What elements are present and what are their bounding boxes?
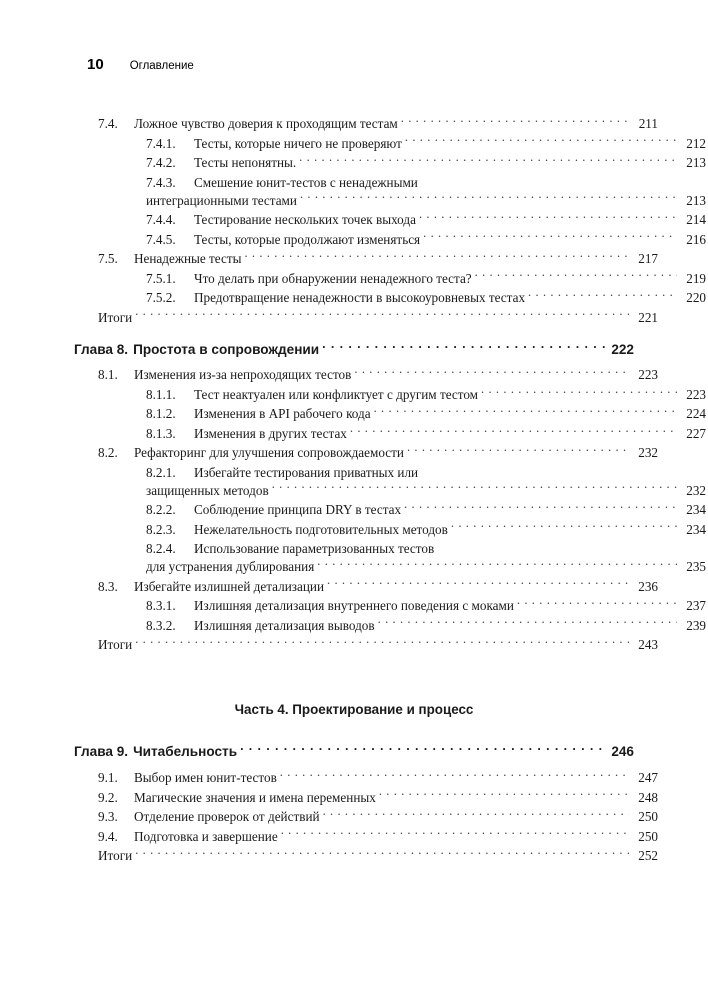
toc-entry-label: Тест неактуален или конфликтует с другим тестом — [194, 386, 479, 402]
toc-entry-label: Ложное чувство доверия к проходящим тестам — [134, 116, 398, 132]
toc-entry-number: 7.4.5. — [146, 231, 176, 247]
toc-chapter-entry[interactable] — [74, 743, 634, 762]
toc-entry-label: Тесты непонятны. — [194, 155, 297, 171]
toc-entry-number: 7.4.1. — [146, 135, 176, 151]
toc-entry-page: 250 — [638, 828, 658, 844]
toc-leader-dots — [244, 250, 629, 263]
toc-entry-label: Читабельность — [133, 744, 238, 760]
toc-leader-dots — [374, 405, 677, 418]
toc-entry-label: Тесты, которые ничего не проверяют — [194, 135, 402, 151]
toc-entry-label: Излишняя детализация внутреннего поведения с моками — [194, 598, 514, 614]
toc-chapter-entry[interactable] — [74, 340, 634, 359]
toc-summary-entry[interactable] — [74, 847, 658, 865]
toc-entry-number: 8.1.3. — [146, 425, 176, 441]
toc-entry-page: 250 — [638, 809, 658, 824]
toc-entry-label-cont: интеграционными тестами — [146, 192, 297, 208]
toc-entry-number: 7.4.4. — [146, 212, 176, 227]
toc-entry-number: 7.5.2. — [146, 290, 176, 305]
toc-entry-label: Выбор имен юнит-тестов — [134, 770, 277, 785]
toc-leader-dots — [475, 269, 677, 282]
toc-entry-number: 7.4.3. — [146, 174, 176, 190]
toc-leader-dots — [404, 501, 677, 514]
toc-entry-page: 219 — [686, 270, 706, 286]
toc-entry-label: Простота в сопровождении — [133, 341, 320, 357]
toc-entry-label: Нежелательность подготовительных методов — [194, 521, 448, 537]
toc-leader-dots — [322, 340, 605, 354]
toc-leader-dots — [379, 788, 629, 801]
toc-entry-label-cont: для устранения дублирования — [146, 559, 315, 575]
toc-summary-entry[interactable] — [74, 636, 658, 654]
toc-leader-dots — [419, 211, 677, 224]
toc-leader-dots — [135, 308, 629, 321]
toc-entry[interactable] — [74, 230, 706, 248]
toc-entry-label: Излишняя детализация выводов — [194, 617, 375, 633]
toc-entry-page: 235 — [686, 559, 706, 575]
toc-entry[interactable] — [74, 386, 706, 404]
toc-entry-label: Магические значения и имена переменных — [134, 789, 376, 805]
toc-entry-label: Смешение юнит-тестов с ненадежными — [194, 174, 418, 190]
toc-entry-number: Глава 9. — [74, 744, 129, 760]
toc-entry[interactable] — [74, 211, 706, 229]
toc-entry[interactable] — [74, 827, 658, 845]
toc-entry-page: 247 — [638, 770, 658, 785]
toc-entry-label-cont: защищенных методов — [146, 482, 269, 498]
toc-entry-page: 232 — [638, 445, 658, 461]
toc-entry-label: Ненадежные тесты — [134, 251, 242, 266]
toc-entry-number: 8.1.1. — [146, 386, 176, 402]
toc-entry[interactable] — [74, 366, 658, 384]
toc-leader-dots — [135, 847, 629, 860]
toc-leader-dots — [317, 558, 677, 571]
toc-entry-number: 8.2.3. — [146, 521, 176, 537]
toc-entry-number: 8.2.1. — [146, 464, 176, 480]
toc-entry-label: Предотвращение ненадежности в высокоуровневых тестах — [194, 290, 526, 305]
toc-entry-label: Тесты, которые продолжают изменяться — [194, 231, 421, 247]
toc-leader-dots — [280, 769, 629, 782]
toc-entry[interactable] — [74, 115, 658, 133]
toc-entry[interactable] — [74, 174, 706, 210]
toc-entry[interactable] — [74, 154, 706, 172]
toc-entry-number: 7.5. — [98, 251, 118, 266]
toc-entry-page: 234 — [686, 502, 706, 518]
toc-entry-label: Итоги — [98, 637, 133, 653]
toc-entry-page: 248 — [638, 789, 658, 805]
toc-entry-page: 252 — [638, 848, 658, 863]
toc-entry-page: 223 — [686, 386, 706, 402]
toc-entry-number: 8.2. — [98, 445, 118, 461]
toc-summary-entry[interactable] — [74, 308, 658, 326]
toc-entry[interactable] — [74, 135, 706, 153]
toc-leader-dots — [327, 577, 629, 590]
toc-leader-dots — [451, 521, 677, 534]
toc-entry[interactable] — [74, 521, 706, 539]
toc-entry-page: 214 — [686, 212, 706, 227]
toc-entry-number: 9.2. — [98, 789, 118, 805]
toc-entry-number: 8.3. — [98, 578, 118, 594]
toc-entry-number: 8.1. — [98, 367, 118, 383]
toc-entry-page: 216 — [686, 231, 706, 247]
toc-entry-page: 213 — [686, 155, 706, 171]
toc-entry-label: Итоги — [98, 309, 133, 325]
toc-entry-label: Соблюдение принципа DRY в тестах — [194, 502, 402, 518]
toc-entry[interactable] — [74, 769, 658, 787]
toc-entry-page: 223 — [638, 367, 658, 383]
toc-entry-label: Изменения в API рабочего кода — [194, 406, 371, 422]
toc-entry-page: 212 — [686, 135, 706, 151]
toc-leader-dots — [354, 366, 629, 379]
toc-leader-dots — [299, 154, 677, 167]
part-heading: Часть 4. Проектирование и процесс — [234, 701, 474, 717]
toc-entry[interactable] — [74, 788, 658, 806]
toc-entry-number: 8.2.2. — [146, 502, 176, 518]
toc-entry-number: 7.4.2. — [146, 155, 176, 171]
toc-entry-label: Избегайте тестирования приватных или — [194, 464, 419, 480]
toc-entry-number: 8.3.1. — [146, 598, 176, 614]
toc-entry-label: Рефакторинг для улучшения сопровождаемости — [134, 445, 404, 461]
toc-entry-label: Подготовка и завершение — [134, 828, 278, 844]
toc-entry-label: Использование параметризованных тестов — [194, 541, 435, 557]
toc-entry-number: 8.3.2. — [146, 617, 176, 633]
toc-entry-page: 224 — [686, 406, 706, 422]
toc-entry-number: 8.1.2. — [146, 406, 176, 422]
toc-entry-number: 7.5.1. — [146, 270, 176, 286]
toc-entry-page: 237 — [686, 598, 706, 614]
toc-entry-label: Изменения из-за непроходящих тестов — [134, 367, 352, 383]
toc-leader-dots — [423, 230, 677, 243]
toc-leader-dots — [323, 808, 629, 821]
page-number: 10 — [87, 56, 104, 73]
running-head — [87, 56, 634, 73]
toc-entry[interactable] — [74, 577, 658, 595]
toc-entry[interactable] — [74, 444, 658, 462]
toc-leader-dots — [481, 386, 677, 399]
toc-leader-dots — [135, 636, 629, 649]
toc-leader-dots — [378, 616, 677, 629]
toc-entry-label: Итоги — [98, 848, 133, 863]
toc-entry-page: 213 — [686, 192, 706, 208]
toc-entry-page: 227 — [686, 425, 706, 441]
toc-leader-dots — [272, 482, 677, 495]
toc-entry[interactable] — [74, 250, 658, 268]
toc-entry-number: 7.4. — [98, 116, 118, 132]
toc-leader-dots — [407, 444, 629, 457]
toc-entry-page: 236 — [638, 578, 658, 594]
toc-entry-page: 221 — [638, 309, 658, 325]
toc-leader-dots — [281, 827, 629, 840]
toc-entry[interactable] — [74, 808, 658, 826]
toc-entry-page: 234 — [686, 521, 706, 537]
toc-leader-dots — [401, 115, 629, 128]
toc-entry-page: 239 — [686, 617, 706, 633]
toc-entry-label: Что делать при обнаружении ненадежного теста? — [194, 270, 472, 286]
toc-entry[interactable] — [74, 464, 706, 500]
toc-leader-dots — [517, 597, 677, 610]
toc-entry[interactable] — [74, 425, 706, 443]
toc-entry[interactable] — [74, 597, 706, 615]
toc-entry-number: Глава 8. — [74, 341, 129, 357]
toc-entry-number: 9.1. — [98, 770, 118, 785]
toc-entry[interactable] — [74, 501, 706, 519]
toc-entry[interactable] — [74, 405, 706, 423]
toc-leader-dots — [405, 135, 677, 148]
toc-entry-label: Тестирование нескольких точек выхода — [194, 212, 416, 227]
toc-entry-page: 220 — [686, 290, 706, 305]
toc-entry-page: 211 — [638, 116, 658, 132]
toc-leader-dots — [528, 289, 677, 302]
toc-entry-page: 243 — [638, 637, 658, 653]
table-of-contents — [74, 115, 706, 865]
toc-entry[interactable] — [74, 289, 706, 307]
toc-entry-label: Отделение проверок от действий — [134, 809, 320, 824]
toc-entry-number: 8.2.4. — [146, 541, 176, 557]
toc-entry-label: Избегайте излишней детализации — [134, 578, 325, 594]
running-head-title: Оглавление — [129, 60, 194, 72]
toc-entry-page: 232 — [686, 482, 706, 498]
toc-entry-number: 9.4. — [98, 828, 118, 844]
toc-entry[interactable] — [74, 540, 706, 576]
toc-entry-page: 246 — [611, 744, 634, 760]
toc-entry[interactable] — [74, 269, 706, 287]
toc-entry[interactable] — [74, 616, 706, 634]
toc-leader-dots — [350, 425, 677, 438]
toc-leader-dots — [240, 743, 605, 757]
toc-entry-label: Изменения в других тестах — [194, 425, 347, 441]
toc-entry-page: 222 — [611, 341, 634, 357]
toc-entry-number: 9.3. — [98, 809, 118, 824]
toc-leader-dots — [300, 191, 677, 204]
toc-entry-page: 217 — [638, 251, 658, 266]
